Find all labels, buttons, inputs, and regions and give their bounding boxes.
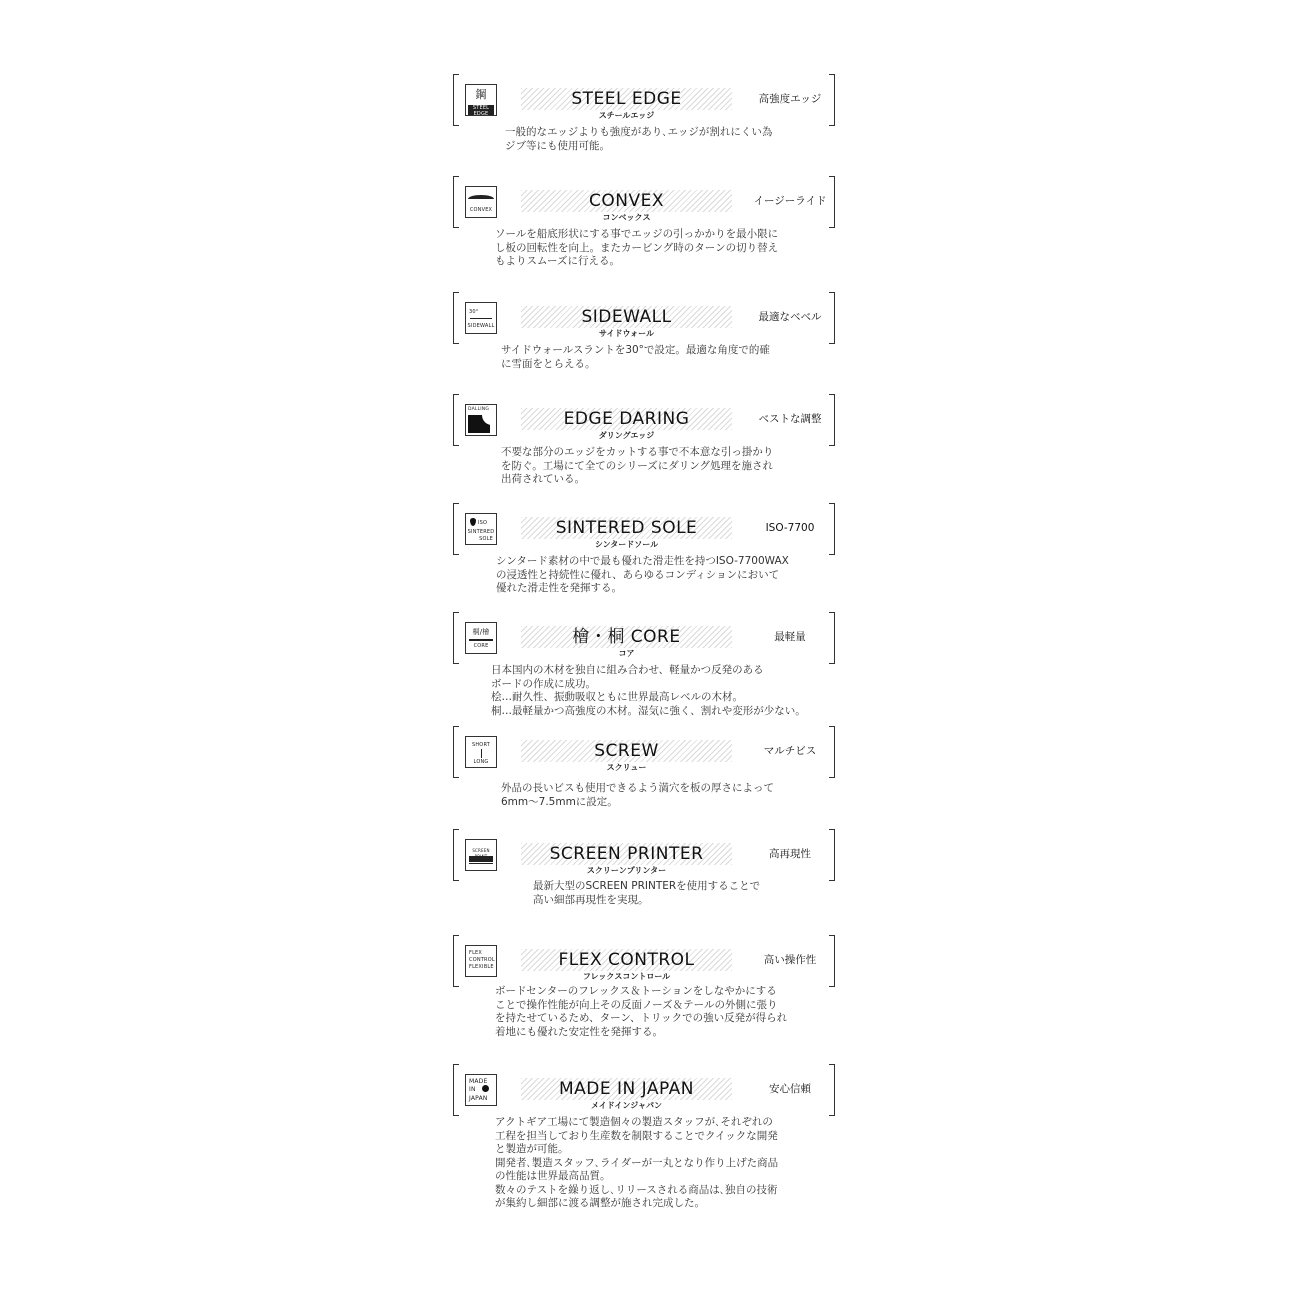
feature-tag: 高強度エッジ: [758, 93, 822, 105]
bracket-left: [453, 726, 459, 778]
bracket-left: [453, 503, 459, 555]
feature-title: CONVEX: [589, 191, 664, 211]
wood-core-icon: 桐/檜 CORE: [465, 622, 497, 654]
feature-tag: 最軽量: [774, 631, 806, 643]
bracket-left: [453, 394, 459, 446]
feature-tag: 高い操作性: [763, 954, 817, 966]
feature-tag: 高再現性: [769, 848, 811, 860]
feature-tag: 最適なベベル: [758, 311, 822, 323]
feature-description: ソールを船底形状にする事でエッジの引っかかりを最小限に し板の回転性を向上。またカービング時のターンの切り替え もよりスムーズに行える。: [495, 228, 779, 267]
feature-description: 最新大型のSCREEN PRINTERを使用することで 高い細部再現性を実現。: [533, 880, 761, 906]
feature-title: SIDEWALL: [581, 307, 672, 327]
feature-subtitle: スチールエッジ: [598, 111, 655, 120]
bracket-left: [453, 612, 459, 664]
bracket-left: [453, 935, 459, 987]
feature-title: SCREW: [594, 741, 659, 761]
bracket-left: [453, 74, 459, 126]
feature-description: アクトギア工場にて製造個々の製造スタッフが､それぞれの 工程を担当しており生産数を制限することでクイックな開発 と製造が可能。 開発者､製造スタッフ､ライダーが一丸となり作り上げた商品 の性能は世界最高品質。 数々のテストを繰り返し､リリースされる商品は､独自の技術 が集約し細部に渡る調整が施され完成した。: [495, 1116, 779, 1209]
bracket-left: [453, 829, 459, 881]
feature-tag: マルチビス: [763, 745, 817, 757]
steel-edge-icon: 鋼 STEEL EDGE: [465, 84, 497, 116]
feature-title: 檜・桐 CORE: [572, 627, 681, 647]
feature-subtitle: フレックスコントロール: [582, 972, 671, 981]
flex-control-icon: FLEX CONTROL FLEXIBLE: [465, 945, 497, 977]
feature-description: 日本国内の木材を独自に組み合わせ、軽量かつ反発のある ボードの作成に成功。 桧…耐久性、振動吸収ともに世界最高レベルの木材。 桐…最軽量かつ高強度の木材。湿気に強く、割れや変形が少ない。: [491, 664, 806, 717]
feature-title: SINTERED SOLE: [555, 518, 698, 538]
sintered-sole-icon: ISO SINTERED SOLE: [465, 513, 497, 545]
feature-subtitle: ダリングエッジ: [598, 431, 655, 440]
feature-subtitle: コア: [618, 649, 635, 658]
feature-description: シンタード素材の中で最も優れた滑走性を持つISO-7700WAX の浸透性と持続性に優れ、あらゆるコンディションにおいて 優れた滑走性を発揮する。: [496, 555, 789, 594]
feature-title: STEEL EDGE: [571, 89, 682, 109]
feature-subtitle: サイドウォール: [599, 329, 654, 338]
feature-tag: 安心信頼: [769, 1083, 811, 1095]
bracket-left: [453, 1064, 459, 1116]
feature-tag: イージーライド: [753, 195, 827, 207]
convex-icon: CONVEX: [465, 186, 497, 218]
bracket-left: [453, 176, 459, 228]
sidewall-icon: 30° SIDEWALL: [465, 302, 497, 334]
feature-title: SCREEN PRINTER: [549, 844, 704, 864]
feature-title: EDGE DARING: [563, 409, 690, 429]
feature-description: ボードセンターのフレックス＆トーションをしなやかにする ことで操作性能が向上その反面ノーズ＆テールの外側に張り を持たせているため、ターン、トリックでの強い反発が得られ 着地にも優れた安定性を発揮する。: [495, 985, 788, 1038]
feature-description: 不要な部分のエッジをカットする事で不本意な引っ掛かり を防ぐ。工場にて全てのシリーズにダリング処理を施され 出荷されている。: [501, 446, 774, 485]
feature-tag: ISO-7700: [765, 522, 815, 534]
screw-icon: SHORT LONG: [465, 736, 497, 768]
made-in-japan-icon: MADE IN JAPAN: [465, 1074, 497, 1106]
feature-subtitle: コンベックス: [602, 213, 651, 222]
feature-description: サイドウォールスラントを30°で設定。最適な角度で的確 に雪面をとらえる。: [501, 344, 770, 370]
feature-title: MADE IN JAPAN: [558, 1079, 695, 1099]
daring-icon: DALLING: [465, 404, 497, 436]
feature-description: 一般的なエッジよりも強度があり､エッジが割れにくい為 ジブ等にも使用可能。: [505, 126, 773, 152]
feature-subtitle: シンタードソール: [594, 540, 659, 549]
feature-subtitle: スクリーンプリンター: [586, 866, 667, 875]
feature-title: FLEX CONTROL: [558, 950, 695, 970]
bracket-left: [453, 292, 459, 344]
feature-subtitle: メイドインジャパン: [590, 1101, 663, 1110]
feature-subtitle: スクリュー: [606, 763, 647, 772]
screen-printer-icon: SCREEN: [465, 839, 497, 871]
feature-tag: ベストな調整: [758, 413, 822, 425]
feature-description: 外品の長いビスも使用できるよう満穴を板の厚さによって 6mm〜7.5mmに設定。: [501, 782, 774, 808]
